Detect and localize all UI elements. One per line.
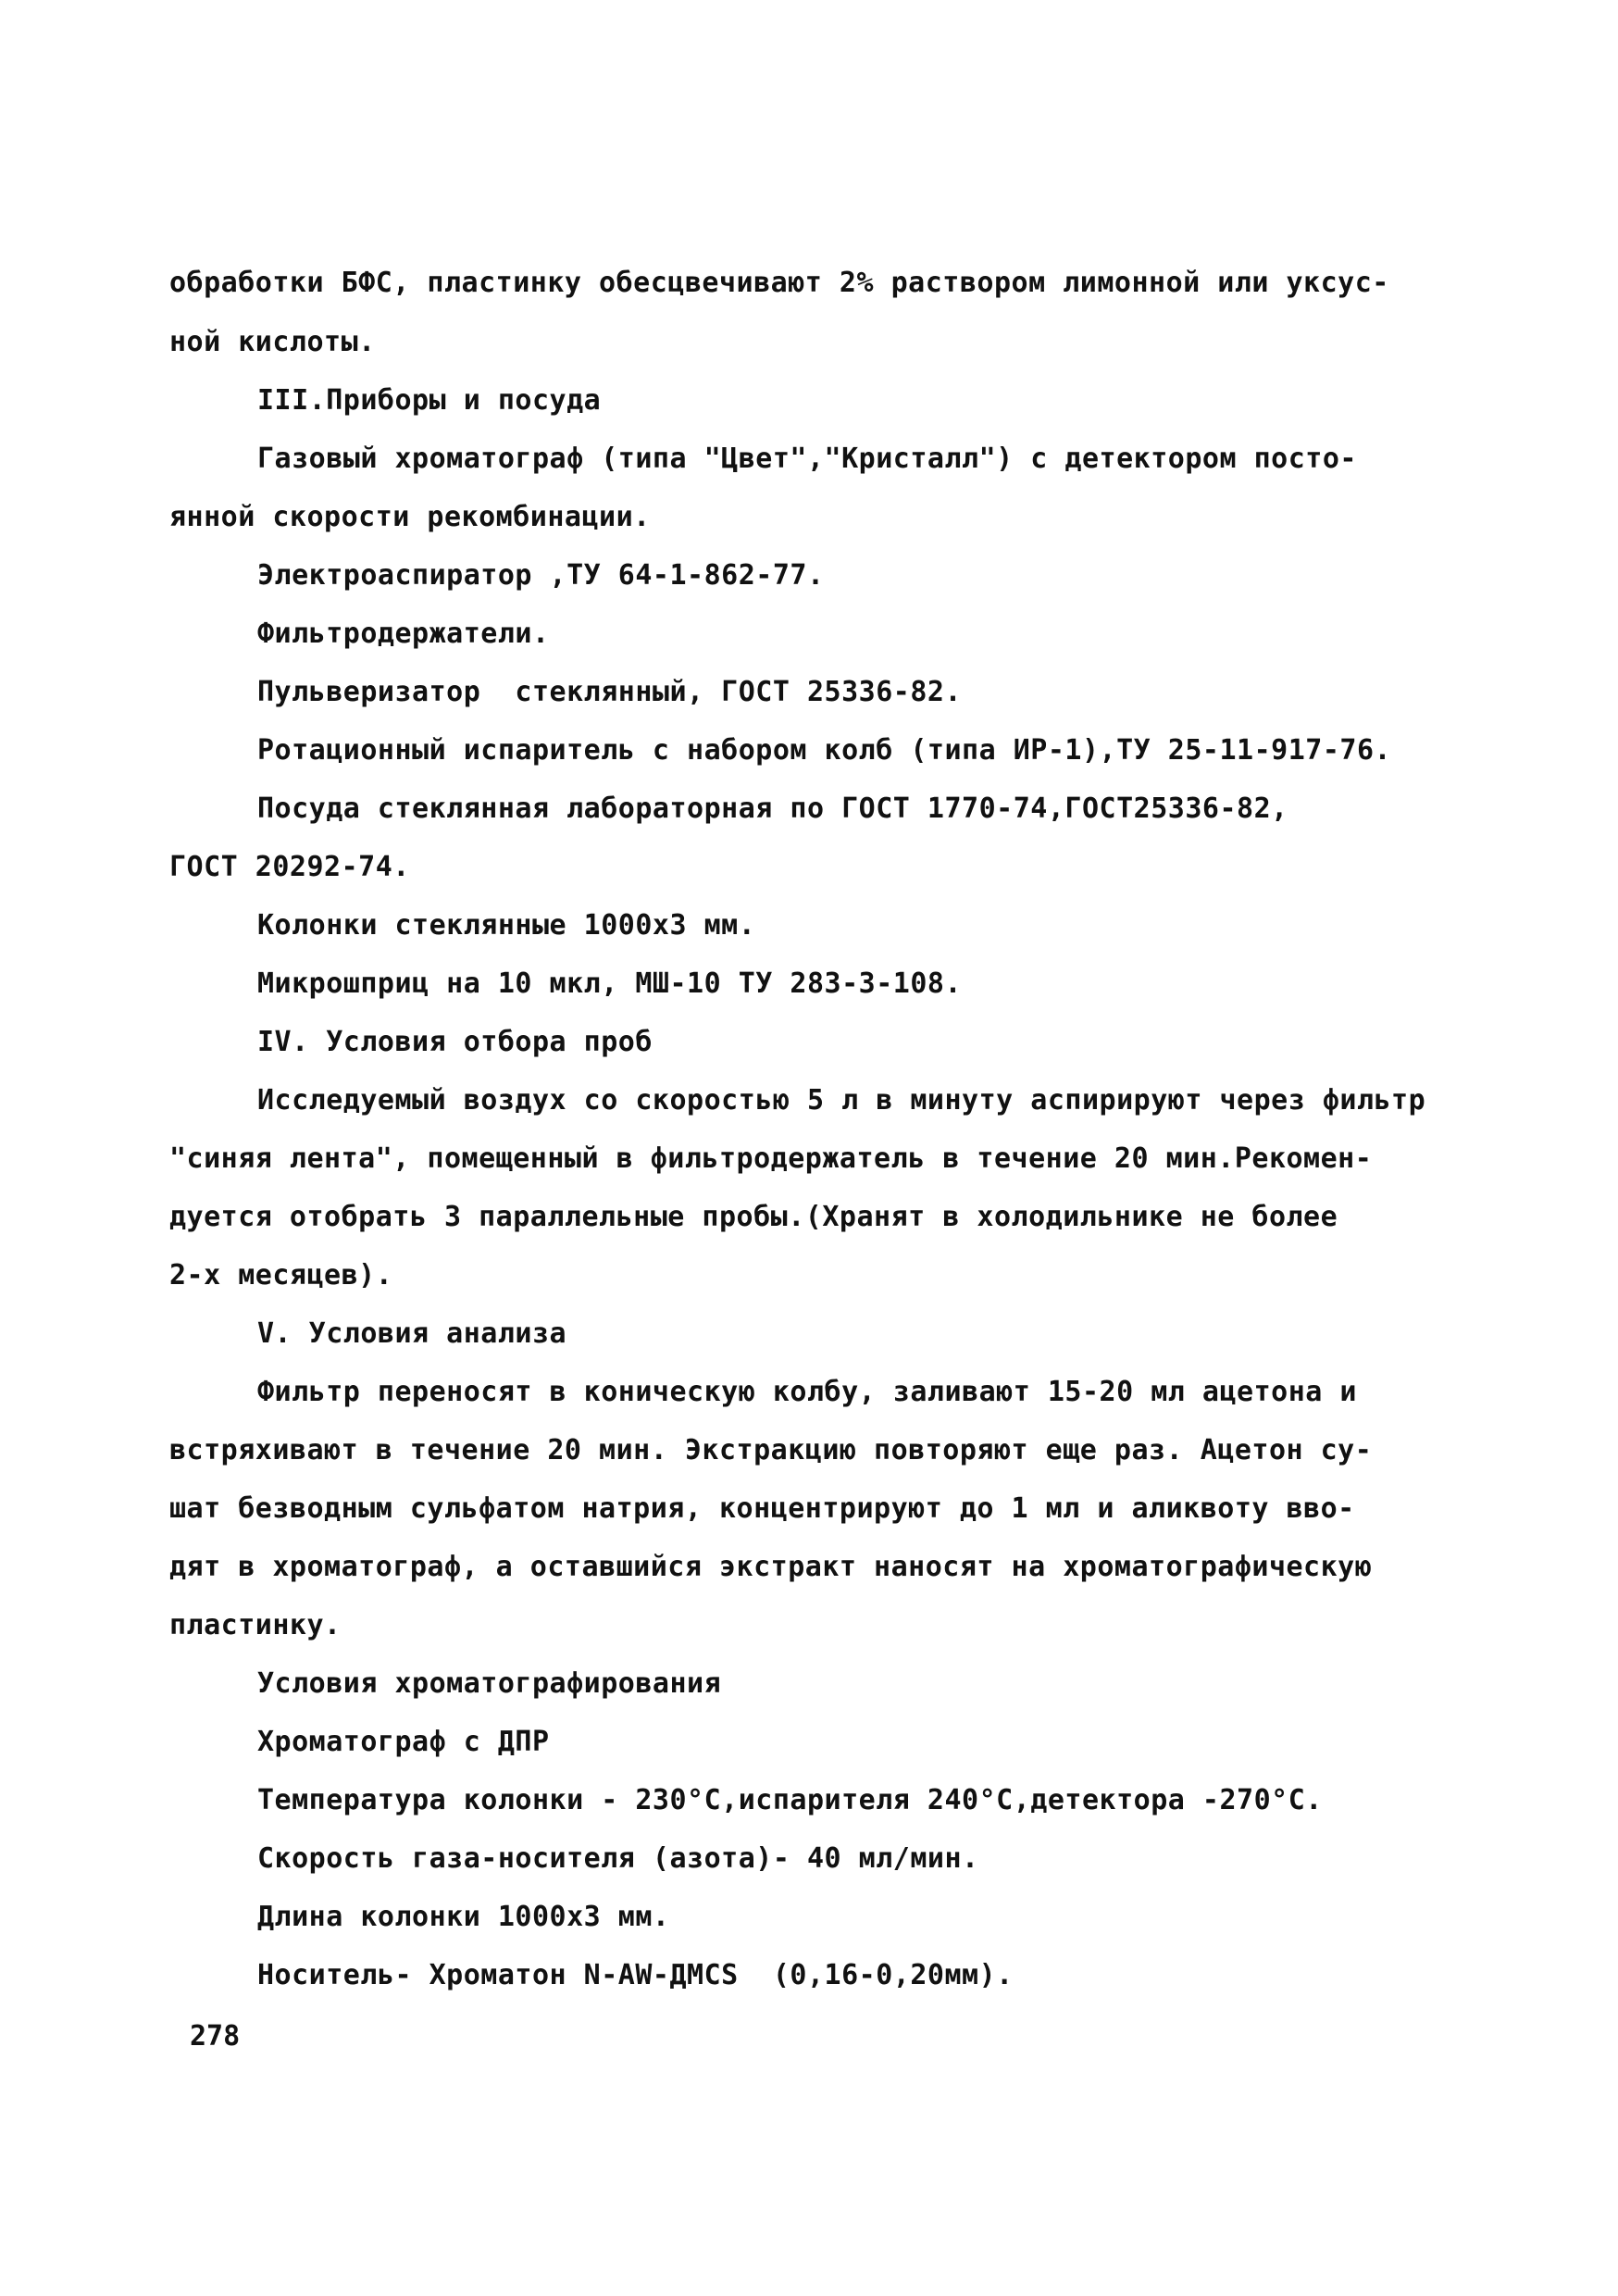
section-heading: V. Условия анализа: [257, 1317, 567, 1350]
text-line: Микрошприц на 10 мкл, МШ-10 ТУ 283-3-108.: [257, 967, 963, 1000]
text-line: пластинку.: [169, 1609, 342, 1641]
text-line: встряхивают в течение 20 мин. Экстракцию повторяют еще раз. Ацетон су-: [169, 1434, 1373, 1466]
text-line: 2-х месяцев).: [169, 1259, 393, 1292]
text-line: Газовый хроматограф (типа "Цвет","Кристалл") с детектором посто-: [257, 443, 1357, 475]
text-line: Температура колонки - 230°С,испарителя 240°С,детектора -270°С.: [257, 1784, 1323, 1816]
text-line: янной скорости рекомбинации.: [169, 501, 651, 533]
text-line: Колонки стеклянные 1000х3 мм.: [257, 909, 756, 942]
text-line: Электроаспиратор ,ТУ 64-1-862-77.: [257, 559, 825, 592]
text-line: шат безводным сульфатом натрия, концентрируют до 1 мл и аликвоту вво-: [169, 1492, 1355, 1525]
text-line: Фильтродержатели.: [257, 618, 550, 650]
text-line: ГОСТ 20292-74.: [169, 851, 410, 883]
section-heading: IV. Условия отбора проб: [257, 1026, 653, 1058]
text-line: дят в хроматограф, а оставшийся экстракт наносят на хроматографическую: [169, 1551, 1373, 1583]
text-line: "синяя лента", помещенный в фильтродержатель в течение 20 мин.Рекомен-: [169, 1142, 1373, 1175]
section-heading: III.Приборы и посуда: [257, 384, 602, 417]
text-line: Длина колонки 1000х3 мм.: [257, 1901, 670, 1933]
text-line: Исследуемый воздух со скоростью 5 л в минуту аспирируют через фильтр: [257, 1084, 1426, 1117]
text-line: ной кислоты.: [169, 326, 376, 358]
page-number: 278: [190, 2020, 241, 2053]
text-line: Фильтр переносят в коническую колбу, заливают 15-20 мл ацетона и: [257, 1376, 1357, 1408]
text-line: Пульверизатор стеклянный, ГОСТ 25336-82.: [257, 676, 963, 708]
text-line: Хроматограф с ДПР: [257, 1726, 550, 1758]
text-line: обработки БФС, пластинку обесцвечивают 2% раствором лимонной или уксус-: [169, 267, 1389, 299]
text-line: дуется отобрать 3 параллельные пробы.(Хранят в холодильнике не более: [169, 1201, 1338, 1233]
text-line: Посуда стеклянная лабораторная по ГОСТ 1770-74,ГОСТ25336-82,: [257, 792, 1288, 825]
text-line: Ротационный испаритель с набором колб (типа ИР-1),ТУ 25-11-917-76.: [257, 734, 1392, 767]
text-line: Скорость газа-носителя (азота)- 40 мл/мин.: [257, 1842, 979, 1875]
text-line: Носитель- Хроматон N-AW-ДМСS (0,16-0,20мм).: [257, 1959, 1014, 1991]
subsection-heading: Условия хроматографирования: [257, 1667, 722, 1700]
